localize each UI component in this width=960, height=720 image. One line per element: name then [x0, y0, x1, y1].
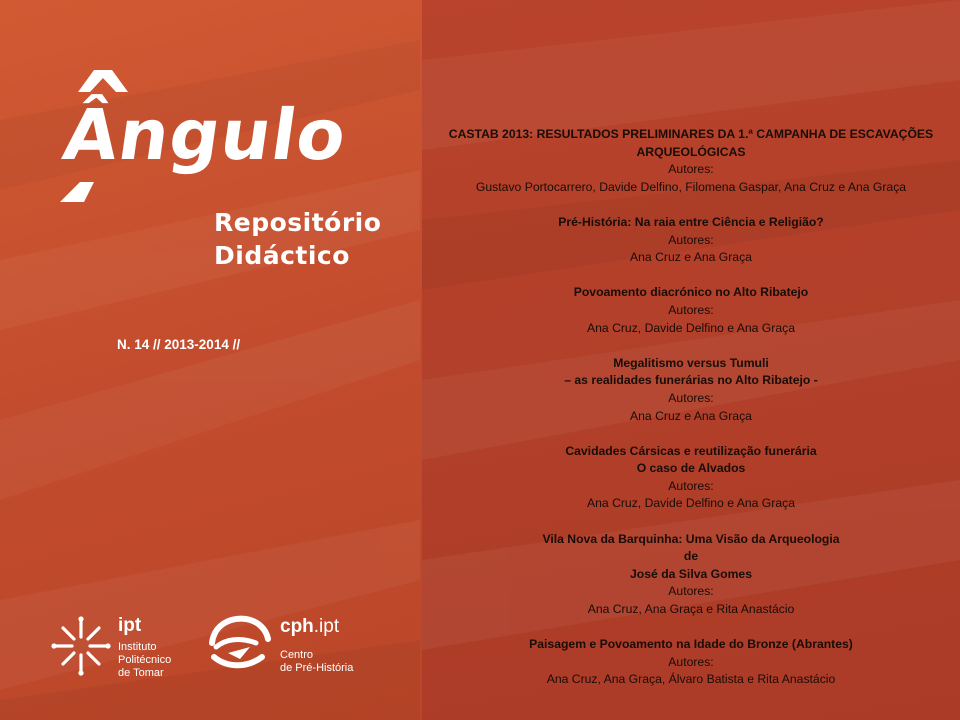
- issue-number: N. 14 // 2013-2014 //: [117, 337, 241, 352]
- article-authors: Ana Cruz e Ana Graça: [630, 250, 752, 265]
- article-authors: Ana Cruz, Davide Delfino e Ana Graça: [587, 496, 795, 511]
- ipt-logo: [50, 615, 200, 685]
- ipt-desc-line: Instituto: [118, 641, 157, 653]
- logo-wordmark: Ângulo: [58, 94, 352, 176]
- article-title: Pré-História: Na raia entre Ciência e Religião?: [558, 214, 824, 229]
- article-authors: Gustavo Portocarrero, Davide Delfino, Filomena Gaspar, Ana Cruz e Ana Graça: [475, 179, 907, 194]
- ipt-emblem-icon: [50, 615, 112, 677]
- authors-label: Autores:: [668, 584, 714, 599]
- article-entry: [422, 126, 960, 196]
- cph-desc-line: Centro: [280, 649, 314, 661]
- article-title: Vila Nova da Barquinha: Uma Visão da Arqueologia: [542, 531, 840, 546]
- cph-emblem-icon: [206, 613, 272, 675]
- cph-desc-line: de Pré-História: [280, 662, 354, 674]
- article-authors: Ana Cruz e Ana Graça: [630, 408, 752, 423]
- article-title: ARQUEOLÓGICAS: [636, 144, 746, 159]
- article-list: [422, 126, 960, 707]
- article-title: Povoamento diacrónico no Alto Ribatejo: [573, 285, 809, 300]
- article-title: – as realidades funerárias no Alto Ribatejo -: [564, 373, 818, 388]
- logo-subtitle-line1: Repositório: [214, 208, 382, 237]
- authors-label: Autores:: [668, 302, 714, 317]
- article-entry: [422, 531, 960, 619]
- article-title: Cavidades Cársicas e reutilização funerária: [565, 443, 817, 458]
- authors-label: Autores:: [668, 232, 714, 247]
- cph-name-bold: cph: [280, 616, 314, 637]
- authors-label: Autores:: [668, 478, 714, 493]
- article-title: de: [683, 549, 699, 564]
- ipt-desc-line: de Tomar: [118, 667, 164, 679]
- ipt-name: ipt: [118, 615, 142, 636]
- article-title: José da Silva Gomes: [630, 566, 752, 581]
- logo-subtitle-line2: Didáctico: [214, 241, 350, 270]
- article-title: CASTAB 2013: RESULTADOS PRELIMINARES DA 1.ª CAMPANHA DE ESCAVAÇÕES: [448, 127, 934, 141]
- authors-label: Autores:: [668, 654, 714, 669]
- cph-logo: [206, 613, 376, 683]
- article-entry: [422, 636, 960, 689]
- ipt-desc-line: Politécnico: [118, 654, 172, 666]
- cph-description: [280, 649, 353, 675]
- ipt-description: [118, 641, 171, 680]
- article-title: Paisagem e Povoamento na Idade do Bronze (Abrantes): [529, 637, 853, 652]
- article-title: Megalitismo versus Tumuli: [613, 355, 769, 370]
- authors-label: Autores:: [668, 390, 714, 405]
- article-entry: [422, 214, 960, 267]
- authors-label: Autores:: [668, 162, 714, 177]
- cph-name: [280, 616, 339, 638]
- article-entry: [422, 284, 960, 337]
- article-entry: [422, 443, 960, 513]
- cph-name-rest: .ipt: [313, 616, 340, 637]
- article-authors: Ana Cruz, Davide Delfino e Ana Graça: [587, 320, 795, 335]
- article-authors: Ana Cruz, Ana Graça e Rita Anastácio: [587, 602, 795, 617]
- article-entry: [422, 355, 960, 425]
- article-authors: Ana Cruz, Ana Graça, Álvaro Batista e Rita Anastácio: [546, 672, 836, 687]
- article-title: O caso de Alvados: [636, 461, 746, 476]
